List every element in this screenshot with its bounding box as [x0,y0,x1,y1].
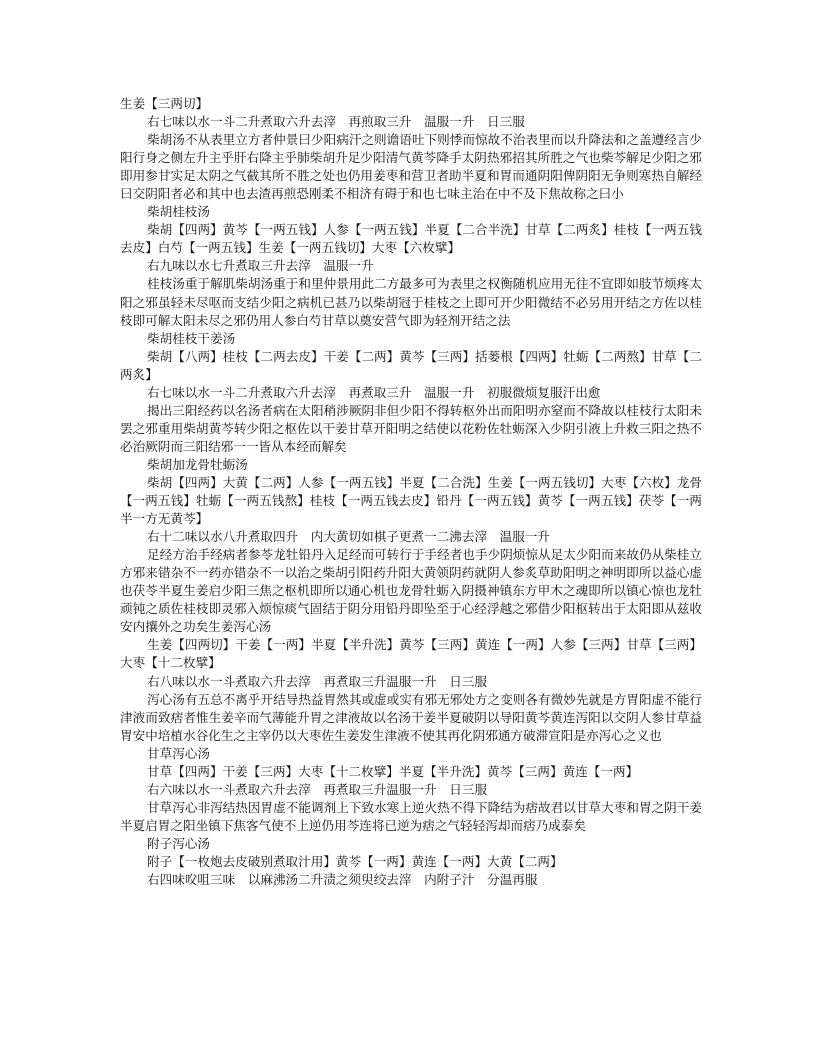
formula-title: 甘草泻心汤 [147,745,210,761]
commentary-paragraph: 柴胡汤不从表里立方者仲景曰少阳病汗之则谵语吐下则悸而惊故不治表里而以升降法和之盖遵经言少阳行身之侧左升主乎肝右降主乎肺柴胡升足少阳清气黄芩降手太阴热邪招其所胜之气也柴芩解足少阳之邪即用参甘实足太阴之气截其所不胜之处也仍用姜枣和营卫者助半夏和胃而通阴阳俾阴阳无争则寒热自解经曰交阴阳者必和其中也去渣再煎恐刚柔不相济有碍于和也七味主治在中不及下焦故称之曰小 [120,132,702,202]
formula-title: 柴胡桂枝干姜汤 [147,330,236,346]
commentary-paragraph: 桂枝汤重于解肌柴胡汤重于和里仲景用此二方最多可为表里之权衡随机应用无往不宜即如肢节烦疼太阳之邪虽轻未尽呕而支结少阳之病机已甚乃以柴胡冠于桂枝之上即可开少阳微结不必另用开结之方佐以桂枝即可解太阳未尽之邪仍用人参白芍甘草以奠安营气即为轻剂开结之法 [120,276,702,328]
ingredient-list: 柴胡【四两】大黄【二两】人参【一两五钱】半夏【二合洗】生姜【一两五钱切】大枣【六枚】龙骨【一两五钱】牡蛎【一两五钱熬】桂枝【一两五钱去皮】铅丹【一两五钱】黄芩【一两五钱】茯苓【一两半一方无黄芩】 [120,474,702,527]
preparation-instruction: 右七味以水一斗二升煮取六升去滓 再煮取三升 温服一升 初服微烦复服汗出愈 [147,384,601,400]
formula-title: 柴胡加龙骨牡蛎汤 [147,456,248,472]
ingredient-list: 附子【一枚炮去皮破别煮取汁用】黄芩【一两】黄连【一两】大黄【二两】 [147,853,563,869]
commentary-paragraph: 揭出三阳经药以名汤者病在太阳稍涉厥阴非但少阳不得转枢外出而阳明亦窒而不降故以桂枝行太阳未罢之邪重用柴胡黄芩转少阳之枢佐以干姜甘草开阳明之结使以花粉佐牡蛎深入少阴引液上升救三阳之热不必治厥阴而三阳结邪一一皆从本经而解矣 [120,402,702,454]
ingredient-line: 生姜【三两切】 [120,96,209,111]
commentary-paragraph: 足经方治手经病者参苓龙牡铅丹入足经而可转行于手经者也手少阴烦惊从足太少阳而来故仍从柴桂立方邪来错杂不一药亦错杂不一以治之柴胡引阳药升阳大黄领阴药就阴人参炙草助阳明之神明即所以益心虚也茯苓半夏生姜启少阳三焦之枢机即所以通心机也龙骨牡蛎入阴摄神镇东方甲木之魂即所以镇心惊也龙牡顽钝之质佐桂枝即灵邪入烦惊痰气固结于阴分用铅丹即坠至于心经浮越之邪借少阳枢转出于太阳即从兹收安内攘外之功矣生姜泻心汤 [120,547,702,635]
ingredient-list: 生姜【四两切】干姜【一两】半夏【半升洗】黄芩【三两】黄连【一两】人参【三两】甘草【三两】大枣【十二枚擘】 [120,637,702,671]
preparation-instruction: 右十二味以水八升煮取四升 内大黄切如棋子更煮一二沸去滓 温服一升 [147,529,550,545]
ingredient-list: 甘草【四两】干姜【三两】大枣【十二枚擘】半夏【半升洗】黄芩【三两】黄连【一两】 [147,763,639,779]
ingredient-list: 柴胡【八两】桂枝【二两去皮】干姜【二两】黄芩【三两】括蒌根【四两】牡蛎【二两熬】甘草【二两炙】 [120,348,702,382]
commentary-paragraph: 泻心汤有五总不离乎开结导热益胃然其或虚或实有邪无邪处方之变则各有微妙先就是方胃阳虚不能行津液而致痞者惟生姜辛而气薄能升胃之津液故以名汤干姜半夏破阴以导阳黄芩黄连泻阳以交阴人参甘草益胃安中培植水谷化生之主宰仍以大枣佐生姜发生津液不使其再化阴邪通方破滞宣阳是亦泻心之义也 [120,691,702,743]
preparation-instruction: 右七味以水一斗二升煮取六升去滓 再煎取三升 温服一升 日三服 [147,114,525,130]
preparation-instruction: 右六味以水一斗煮取六升去滓 再煮取三升温服一升 日三服 [147,781,488,797]
commentary-paragraph: 甘草泻心非泻结热因胃虚不能调剂上下致水寒上逆火热不得下降结为痞故君以甘草大枣和胃之阴干姜半夏启胃之阳坐镇下焦客气使不上逆仍用芩连将已逆为痞之气轻轻泻却而痞乃成泰矣 [120,799,702,833]
ingredient-list: 柴胡【四两】黄芩【一两五钱】人参【一两五钱】半夏【二合半洗】甘草【二两炙】桂枝【一两五钱去皮】白芍【一两五钱】生姜【一两五钱切】大枣【六枚擘】 [120,222,702,256]
formula-title: 柴胡桂枝汤 [147,204,210,220]
preparation-instruction: 右四味㕮咀三味 以麻沸汤二升渍之须臾绞去滓 内附子汁 分温再服 [147,872,538,888]
preparation-instruction: 右八味以水一斗煮取六升去滓 再煮取三升温服一升 日三服 [147,673,488,689]
preparation-instruction: 右九味以水七升煮取三升去滓 温服一升 [147,258,374,274]
formula-title: 附子泻心汤 [147,835,210,851]
document-page [120,95,702,889]
